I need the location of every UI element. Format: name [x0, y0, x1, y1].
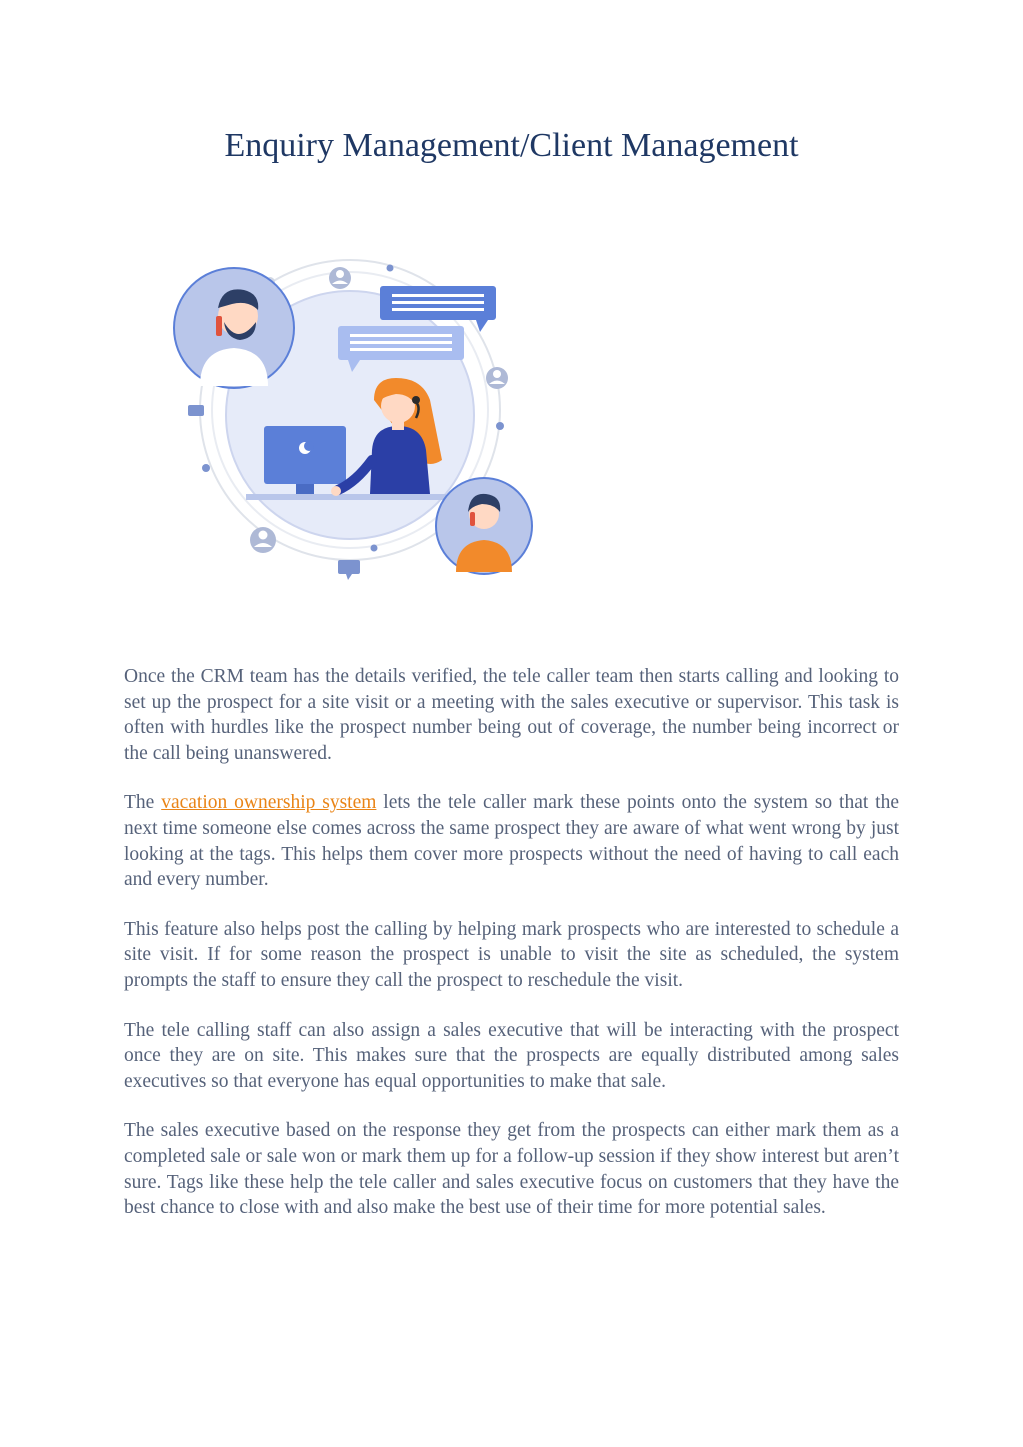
paragraph: This feature also helps post the calling by helping mark prospects who are interested to schedule a site visit. If for some reason the prospect is unable to visit the site as scheduled, the system prompts the staff to ensure they call the prospect to reschedule the visit. — [124, 918, 899, 991]
paragraph-with-link — [124, 790, 899, 892]
vacation-ownership-system-link[interactable]: vacation ownership system — [161, 792, 377, 814]
article-body — [124, 664, 899, 1245]
paragraph: The tele calling staff can also assign a sales executive that will be interacting with the prospect once they are on site. This makes sure that the prospects are equally distributed among sales executives so that everyone has equal opportunities to make that sale. — [124, 1019, 899, 1092]
call-center-illustration — [160, 250, 560, 590]
call-center-illustration-icon — [160, 250, 560, 590]
page-title: Enquiry Management/Client Management — [224, 127, 799, 164]
paragraph: Once the CRM team has the details verified, the tele caller team then starts calling and looking to set up the prospect for a site visit or a meeting with the sales executive or supervisor. This task is often with hurdles like the prospect number being out of coverage, the number being incorrect or the call being unanswered. — [124, 666, 899, 764]
paragraph-text-after-link: lets the tele caller mark these points onto the system so that the next time someone else comes across the same prospect they are aware of what went wrong by just looking at the tags. This helps them cover more prospects without the need of having to call each and every number. — [124, 792, 899, 891]
paragraph: The sales executive based on the response they get from the prospects can either mark them as a completed sale or sale won or mark them up for a follow-up session if they show interest but aren’t sure. Tags like these help the tele caller and sales executive focus on customers that they have the best chance to close with and also make the best use of their time for more potential sales. — [124, 1120, 899, 1219]
paragraph-text-before-link: The — [124, 792, 162, 814]
